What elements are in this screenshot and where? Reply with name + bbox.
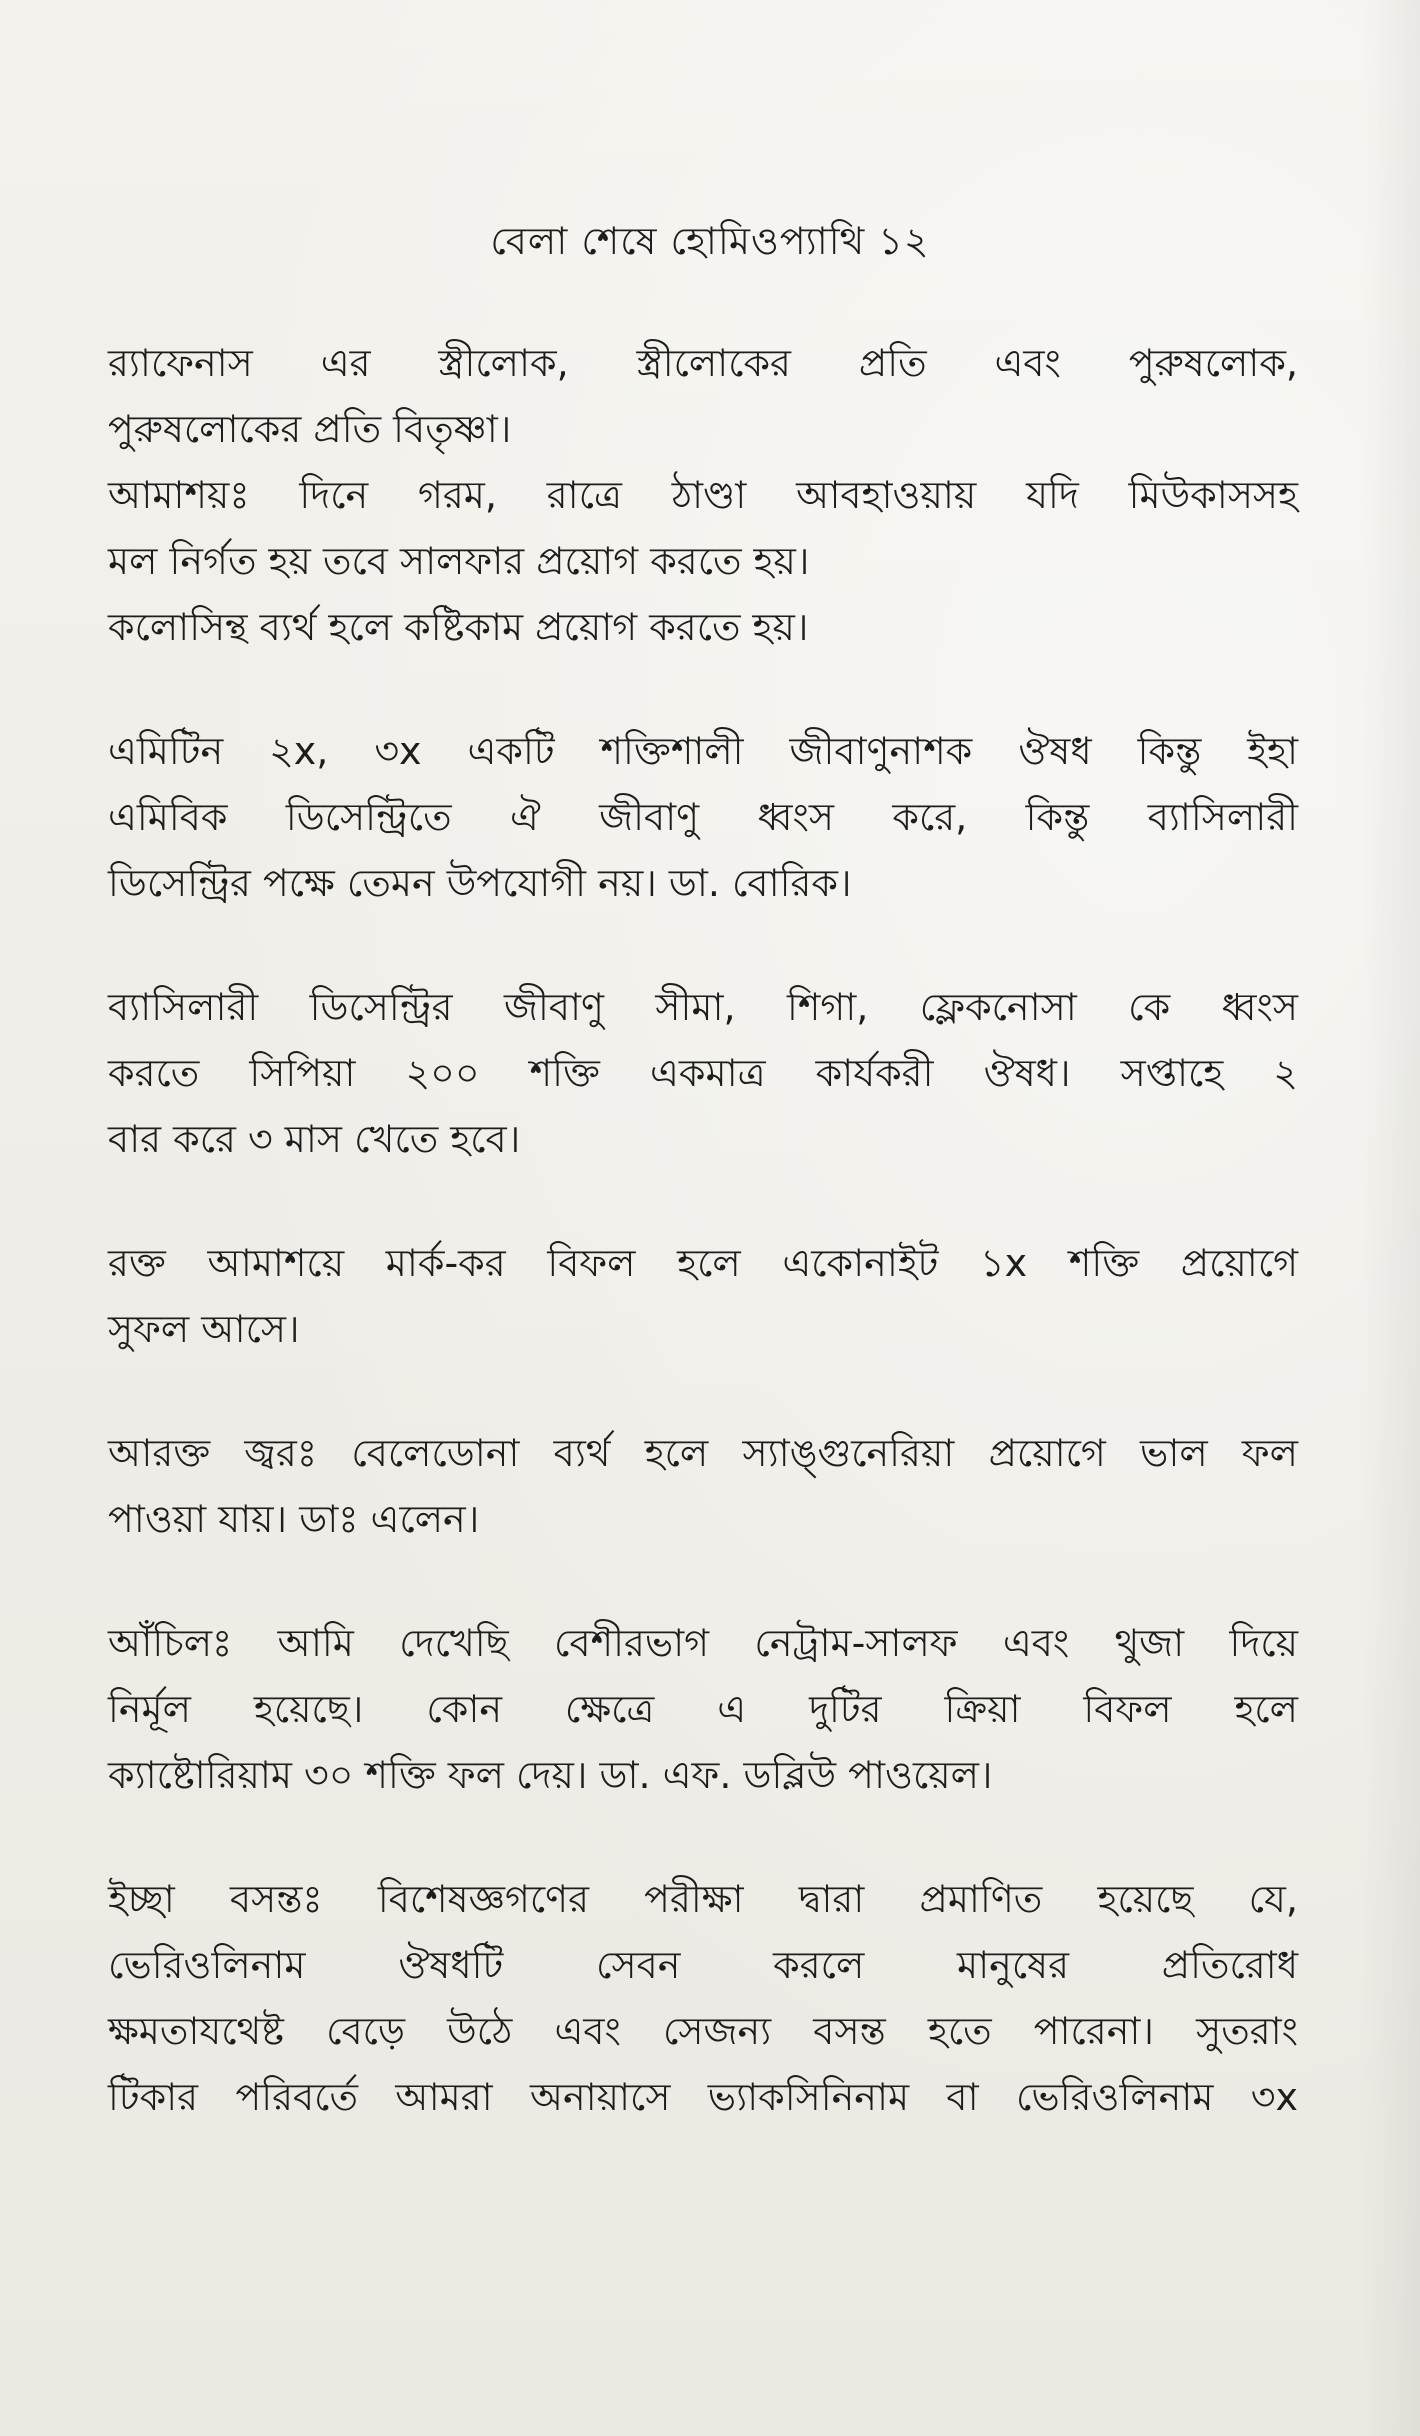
text-line: নির্মূল হয়েছে। কোন ক্ষেত্রে এ দুটির ক্রিয়া বিফল হলে	[108, 1687, 1298, 1731]
paragraph-emetine	[108, 718, 1298, 916]
text-line: ডিসেন্ট্রির পক্ষে তেমন উপযোগী নয়। ডা. বোরিক।	[108, 861, 852, 905]
page-body	[108, 330, 1298, 2188]
paragraph-raphanus	[108, 330, 1298, 660]
text-line: এমিটিন ২x, ৩x একটি শক্তিশালী জীবাণুনাশক ঔষধ কিন্তু ইহা	[108, 729, 1298, 773]
text-line: ব্যাসিলারী ডিসেন্ট্রির জীবাণু সীমা, শিগা, ফ্লেকনোসা কে ধ্বংস	[108, 985, 1298, 1029]
text-line: আরক্ত জ্বরঃ বেলেডোনা ব্যর্থ হলে স্যাঙ্গুনেরিয়া প্রয়োগে ভাল ফল	[108, 1431, 1298, 1475]
text-line: পাওয়া যায়। ডাঃ এলেন।	[108, 1497, 480, 1541]
running-header: বেলা শেষে হোমিওপ্যাথি ১২	[490, 219, 930, 263]
text-line: ক্যাষ্টোরিয়াম ৩০ শক্তি ফল দেয়। ডা. এফ. ডব্লিউ পাওয়েল।	[108, 1753, 993, 1797]
paragraph-warts	[108, 1610, 1298, 1808]
text-line: ক্ষমতাযথেষ্ট বেড়ে উঠে এবং সেজন্য বসন্ত হতে পারেনা। সুতরাং	[108, 2009, 1298, 2053]
text-line: এমিবিক ডিসেন্ট্রিতে ঐ জীবাণু ধ্বংস করে, কিন্তু ব্যাসিলারী	[108, 795, 1298, 839]
text-line: ভেরিওলিনাম ঔষধটি সেবন করলে মানুষের প্রতিরোধ	[108, 1943, 1298, 1987]
text-line: টিকার পরিবর্তে আমরা অনায়াসে ভ্যাকসিনিনাম বা ভেরিওলিনাম ৩x	[108, 2075, 1298, 2119]
text-line: ইচ্ছা বসন্তঃ বিশেষজ্ঞগণের পরীক্ষা দ্বারা প্রমাণিত হয়েছে যে,	[108, 1877, 1298, 1921]
text-line: আমাশয়ঃ দিনে গরম, রাত্রে ঠাণ্ডা আবহাওয়ায় যদি মিউকাসসহ	[108, 473, 1298, 517]
text-line: র‍্যাফেনাস এর স্ত্রীলোক, স্ত্রীলোকের প্রতি এবং পুরুষলোক,	[108, 341, 1298, 385]
text-line: আঁচিলঃ আমি দেখেছি বেশীরভাগ নেট্রাম-সালফ এবং থুজা দিয়ে	[108, 1621, 1298, 1665]
text-line: রক্ত আমাশয়ে মার্ক-কর বিফল হলে একোনাইট ১x শক্তি প্রয়োগে	[108, 1241, 1298, 1285]
text-line: পুরুষলোকের প্রতি বিতৃষ্ণা।	[108, 407, 512, 451]
text-line: করতে সিপিয়া ২০০ শক্তি একমাত্র কার্যকরী ঔষধ। সপ্তাহে ২	[108, 1051, 1298, 1095]
text-line: কলোসিন্থ ব্যর্থ হলে কষ্টিকাম প্রয়োগ করতে হয়।	[108, 605, 809, 649]
paragraph-scarlet-fever	[108, 1420, 1298, 1552]
paragraph-blood-dysentery	[108, 1230, 1298, 1362]
paragraph-bacillary-dysentery	[108, 974, 1298, 1172]
text-line: সুফল আসে।	[108, 1307, 300, 1351]
text-line: মল নির্গত হয় তবে সালফার প্রয়োগ করতে হয়।	[108, 539, 810, 583]
paragraph-smallpox	[108, 1866, 1298, 2130]
text-line: বার করে ৩ মাস খেতে হবে।	[108, 1117, 521, 1161]
page-edge-shadow	[1360, 0, 1420, 2436]
